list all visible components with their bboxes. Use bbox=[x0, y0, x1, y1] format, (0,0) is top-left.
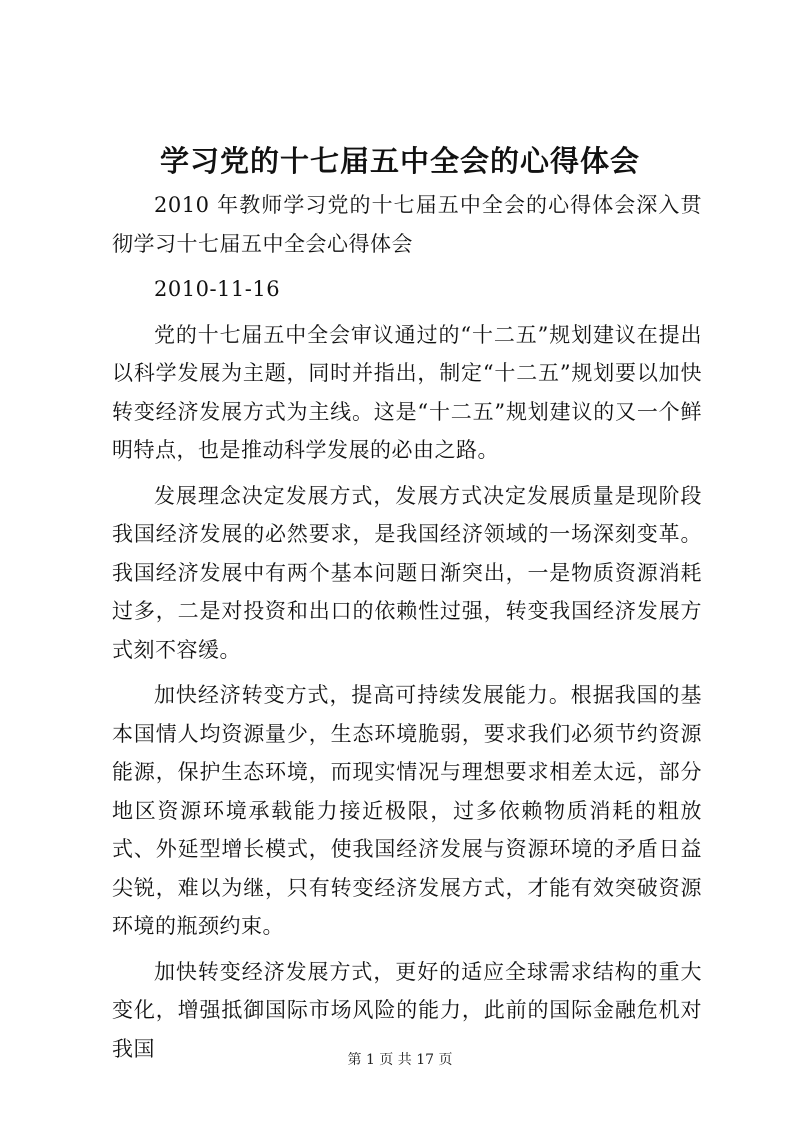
paragraph-subtitle: 2010 年教师学习党的十七届五中全会的心得体会深入贯彻学习十七届五中全会心得体会 bbox=[112, 193, 702, 256]
paragraph-3: 加快经济转变方式，提高可持续发展能力。根据我国的基本国情人均资源量少，生态环境脆弱，要求我们必须节约资源能源，保护生态环境，而现实情况与理想要求相差太远，部分地区资源环境承载能力接近极限，过多依赖物质消耗的粗放式、外延型增长模式，使我国经济发展与资源环境的矛盾日益尖锐，难以为继，只有转变经济发展方式，才能有效突破资源环境的瓶颈约束。 bbox=[112, 683, 702, 938]
document-body bbox=[112, 186, 702, 1075]
page-footer: 第 1 页 共 17 页 bbox=[347, 1052, 453, 1068]
paragraph-1: 党的十七届五中全会审议通过的“十二五”规划建议在提出以科学发展为主题，同时并指出，制定“十二五”规划要以加快转变经济发展方式为主线。这是“十二五”规划建议的又一个鲜明特点，也是推动科学发展的必由之路。 bbox=[112, 322, 702, 462]
paragraph-2: 发展理念决定发展方式，发展方式决定发展质量是现阶段我国经济发展的必然要求，是我国经济领域的一场深刻变革。我国经济发展中有两个基本问题日渐突出，一是物质资源消耗过多，二是对投资和出口的依赖性过强，转变我国经济发展方式刻不容缓。 bbox=[112, 483, 702, 662]
paragraph-date: 2010-11-16 bbox=[154, 277, 281, 301]
document-title: 学习党的十七届五中全会的心得体会 bbox=[159, 144, 640, 178]
paragraph-4: 加快转变经济发展方式，更好的适应全球需求结构的重大变化，增强抵御国际市场风险的能力，此前的国际金融危机对我国 bbox=[112, 959, 702, 1061]
